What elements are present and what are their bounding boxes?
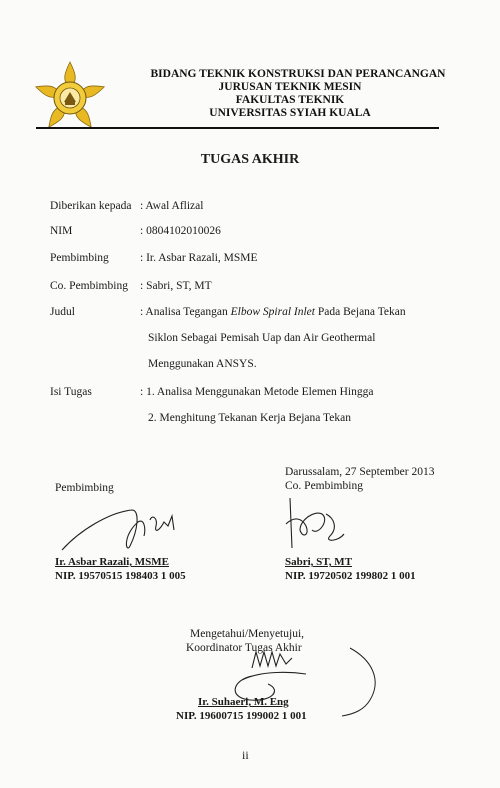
header-rule	[36, 127, 439, 129]
right-signature-nip: NIP. 19720502 199802 1 001	[285, 570, 416, 582]
field-label-supervisor: Pembimbing	[50, 252, 109, 264]
header-line-1: BIDANG TEKNIK KONSTRUKSI DAN PERANCANGAN	[150, 68, 446, 80]
field-value-title-italic: Elbow Spiral Inlet	[230, 306, 315, 318]
field-label-co-supervisor: Co. Pembimbing	[50, 280, 128, 292]
left-signature-nip: NIP. 19570515 198403 1 005	[55, 570, 186, 582]
field-value-task-1: : 1. Analisa Menggunakan Metode Elemen Hingga	[140, 386, 374, 398]
field-value-co-supervisor: : Sabri, ST, MT	[140, 280, 212, 292]
coordinator-signature-scribble	[222, 640, 382, 720]
field-label-tasks: Isi Tugas	[50, 386, 92, 398]
field-value-title-cont-1: Siklon Sebagai Pemisah Uap dan Air Geothermal	[148, 332, 376, 344]
place-date: Darussalam, 27 September 2013	[285, 466, 435, 478]
page-number: ii	[242, 748, 249, 762]
approval-line-2: Koordinator Tugas Akhir	[186, 642, 302, 654]
left-signature-name: Ir. Asbar Razali, MSME	[55, 556, 169, 568]
header-line-4: UNIVERSITAS SYIAH KUALA	[209, 107, 371, 119]
right-signature-name: Sabri, ST, MT	[285, 556, 353, 568]
field-value-recipient: : Awal Aflizal	[140, 200, 204, 212]
coordinator-name: Ir. Suhaeri, M. Eng	[198, 696, 289, 708]
approval-line-1: Mengetahui/Menyetujui,	[190, 628, 305, 640]
field-value-title-cont-2: Menggunakan ANSYS.	[148, 358, 257, 370]
field-value-title-pre: : Analisa Tegangan	[140, 306, 231, 318]
left-signature-role: Pembimbing	[55, 482, 114, 494]
field-value-task-2: 2. Menghitung Tekanan Kerja Bejana Tekan	[148, 412, 351, 424]
right-signature-role: Co. Pembimbing	[285, 480, 363, 492]
header-line-3: FAKULTAS TEKNIK	[235, 94, 345, 106]
field-label-recipient: Diberikan kepada	[50, 200, 132, 212]
header-line-2: JURUSAN TEKNIK MESIN	[218, 81, 362, 93]
field-value-title-post: Pada Bejana Tekan	[315, 306, 406, 318]
field-value-supervisor: : Ir. Asbar Razali, MSME	[140, 252, 258, 264]
field-label-title: Judul	[50, 306, 75, 318]
field-label-nim: NIM	[50, 225, 73, 237]
field-value-title	[140, 306, 406, 318]
right-signature-scribble	[282, 494, 362, 554]
left-signature-scribble	[60, 500, 190, 560]
coordinator-nip: NIP. 19600715 199002 1 001	[176, 710, 307, 722]
page-title: TUGAS AKHIR	[200, 152, 300, 167]
field-value-nim: : 0804102010026	[140, 225, 221, 237]
